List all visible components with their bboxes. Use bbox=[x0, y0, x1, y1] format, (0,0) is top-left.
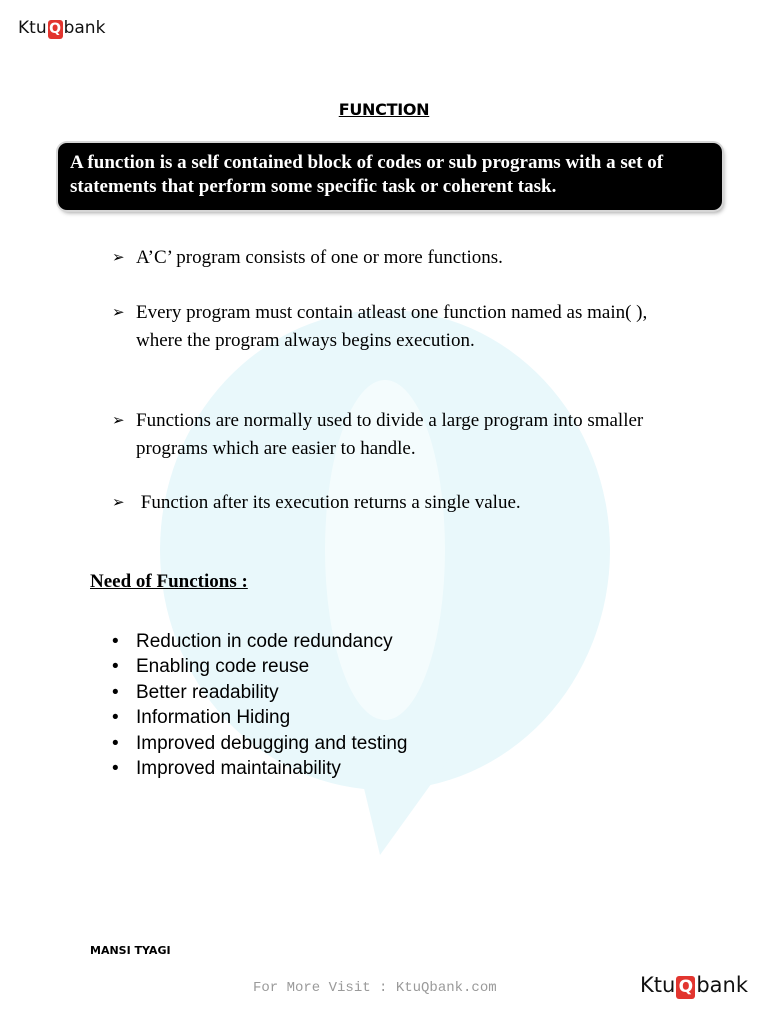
point-line: Every program must contain atleast one function named as main( ), bbox=[136, 302, 648, 323]
bullet-point bbox=[112, 489, 712, 517]
logo-q-mark: Q bbox=[676, 976, 695, 999]
brand-logo-footer bbox=[640, 973, 748, 999]
bullet-point bbox=[112, 299, 712, 355]
brand-logo bbox=[18, 18, 105, 39]
list-item-text: Information Hiding bbox=[136, 707, 291, 729]
point-line: A’C’ program consists of one or more functions. bbox=[136, 247, 503, 268]
point-line: where the program always begins execution. bbox=[136, 330, 475, 351]
point-line: Functions are normally used to divide a large program into smaller bbox=[136, 410, 644, 431]
arrow-bullet-icon: ➢ bbox=[112, 495, 125, 511]
list-item bbox=[112, 756, 407, 781]
arrow-bullet-icon: ➢ bbox=[112, 413, 125, 429]
section-heading: Need of Functions : bbox=[90, 571, 248, 592]
bullet-dot-icon: • bbox=[112, 732, 119, 754]
bullet-dot-icon: • bbox=[112, 758, 119, 780]
list-item-text: Improved maintainability bbox=[136, 758, 341, 780]
bullet-dot-icon: • bbox=[112, 681, 119, 703]
list-item bbox=[112, 654, 407, 679]
list-item-text: Reduction in code redundancy bbox=[136, 631, 393, 652]
point-line: Function after its execution returns a single value. bbox=[136, 492, 521, 513]
logo-text-pre: Ktu bbox=[18, 18, 47, 38]
list-item bbox=[112, 731, 407, 756]
bullet-dot-icon: • bbox=[112, 656, 119, 678]
footer-link[interactable]: For More Visit : KtuQbank.com bbox=[253, 980, 497, 996]
list-item-text: Better readability bbox=[136, 681, 279, 703]
list-item-text: Improved debugging and testing bbox=[136, 732, 408, 754]
bullet-dot-icon: • bbox=[112, 631, 119, 652]
definition-box: A function is a self contained block of codes or sub programs with a set of statements that perform some specific task or coherent task. bbox=[58, 143, 722, 210]
need-list bbox=[112, 629, 407, 781]
arrow-bullet-icon: ➢ bbox=[112, 305, 125, 321]
page-title: FUNCTION bbox=[338, 100, 430, 119]
list-item-text: Enabling code reuse bbox=[136, 656, 310, 678]
logo-q-mark: Q bbox=[49, 21, 62, 37]
list-item bbox=[112, 680, 407, 705]
logo-text-pre: Ktu bbox=[640, 973, 676, 997]
bullet-dot-icon: • bbox=[112, 707, 119, 729]
list-item bbox=[112, 629, 407, 654]
bullet-point bbox=[112, 244, 712, 272]
list-item bbox=[112, 705, 407, 730]
author-name: MANSI TYAGI bbox=[90, 944, 171, 957]
logo-text-post: bank bbox=[696, 973, 748, 997]
bullet-point bbox=[112, 407, 712, 463]
point-line: programs which are easier to handle. bbox=[136, 438, 416, 459]
arrow-bullet-icon: ➢ bbox=[112, 250, 125, 266]
logo-text-post: bank bbox=[63, 18, 106, 38]
